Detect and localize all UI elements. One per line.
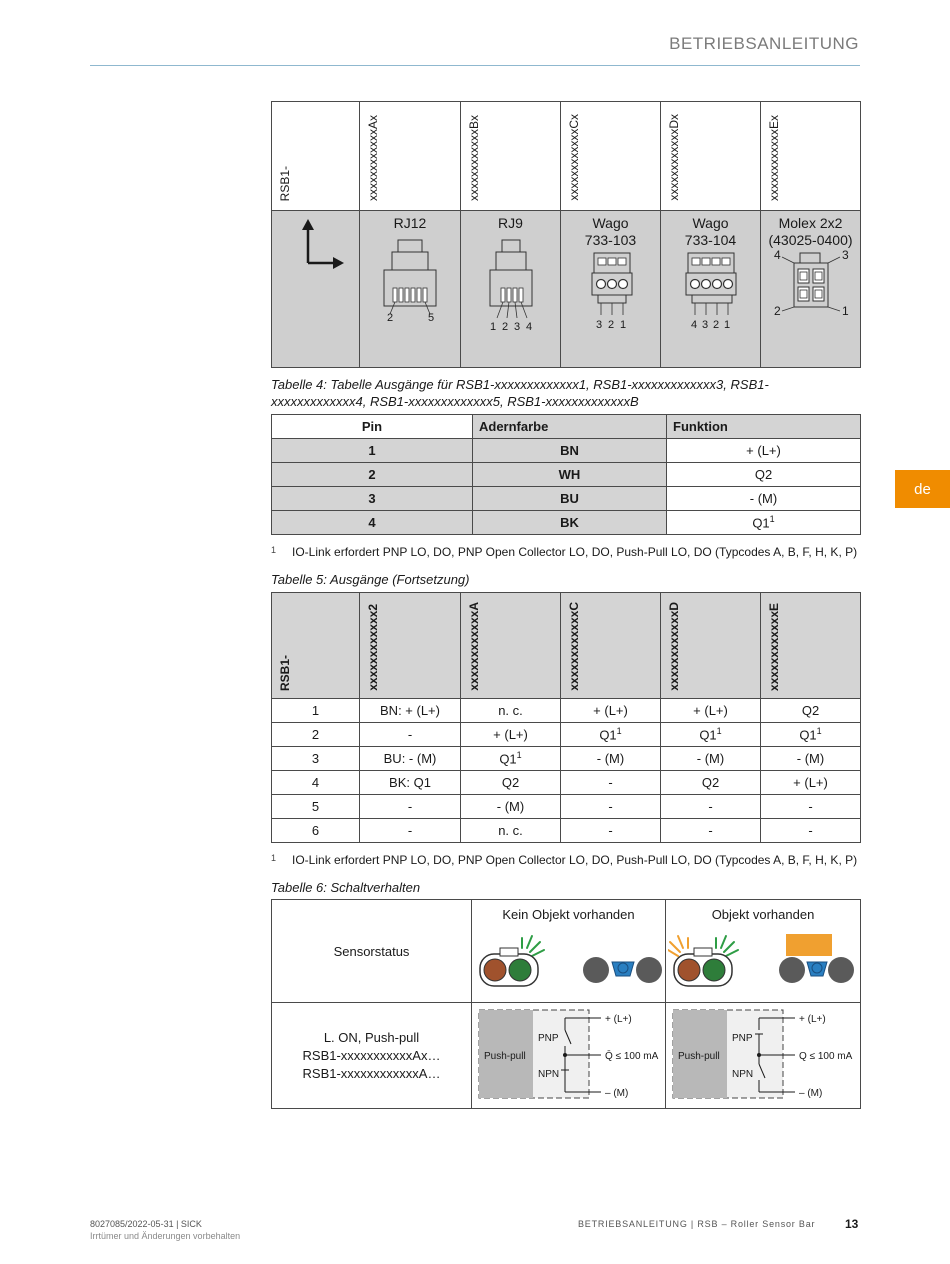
footer-doc-id: 8027085/2022-05-31 | SICK <box>90 1219 202 1229</box>
footnote-ref[interactable]: 1 <box>616 726 622 737</box>
pnp-label: PNP <box>537 1033 559 1044</box>
cell: - <box>561 795 661 819</box>
connector-model: (43025-0400) <box>768 232 853 248</box>
push-pull-circuit-diagram <box>475 1006 663 1102</box>
rj9-plug-icon <box>466 232 556 332</box>
function-cell: - (M) <box>667 487 861 511</box>
function-cell: + (L+) <box>667 439 861 463</box>
q-label: Q̄ ≤ 100 mA <box>604 1051 658 1062</box>
footnote-ref[interactable]: 1 <box>816 726 822 737</box>
pin-label: 2 <box>607 319 614 331</box>
connector-rj9 <box>461 211 561 368</box>
connector-wago-733-104 <box>661 211 761 368</box>
cell: + (L+) <box>661 699 761 723</box>
footer-center: BETRIEBSANLEITUNG | RSB – Roller Sensor Bar <box>578 1219 816 1229</box>
connector-header: xxxxxxxxxxxxCx <box>561 102 661 211</box>
connector-wago-733-103 <box>561 211 661 368</box>
pin-label: 3 <box>841 249 849 262</box>
color-cell: BK <box>473 511 667 535</box>
pin-label: 4 <box>690 319 697 331</box>
table-row <box>272 487 861 511</box>
mode-description <box>272 1003 472 1109</box>
footnote-ref[interactable]: 1 <box>516 750 522 761</box>
header-rule <box>90 65 860 66</box>
rj12-plug-icon <box>365 232 455 322</box>
wago-4pin-icon <box>666 249 756 333</box>
cell: - <box>360 795 461 819</box>
cell: n. c. <box>461 819 561 843</box>
connector-name: RJ12 <box>393 215 427 231</box>
connector-molex-2x2 <box>761 211 861 368</box>
table4-caption: Tabelle 4: Tabelle Ausgänge für RSB1-xxxxxxxxxxxxx1, RSB1-xxxxxxxxxxxxx3, RSB1-xxxxxxxxxxxxx4, RSB1-xxxxxxxxxxxxx5, RSB1-xxxxxxxxxxxxxB <box>271 377 769 409</box>
table6 <box>271 899 861 1109</box>
sensor-object-icon <box>668 926 858 992</box>
table4-header-pin: Pin <box>272 415 473 439</box>
cell: - <box>360 819 461 843</box>
table5 <box>271 592 861 843</box>
cell: 5 <box>272 795 360 819</box>
table5-header: xxxxxxxxxxxxA <box>461 593 561 699</box>
cell: - (M) <box>561 747 661 771</box>
pin-label: 3 <box>595 319 602 331</box>
mode-line: L. ON, Push-pull <box>323 1029 420 1045</box>
table5-caption: Tabelle 5: Ausgänge (Fortsetzung) <box>271 572 470 587</box>
q-label: Q ≤ 100 mA <box>799 1051 853 1062</box>
pin-label: 1 <box>619 319 626 331</box>
footer-note: Irrtümer und Änderungen vorbehalten <box>90 1231 241 1241</box>
circuit-object <box>666 1003 861 1109</box>
cell: + (L+) <box>461 723 561 747</box>
cell: + (L+) <box>561 699 661 723</box>
color-cell: BU <box>473 487 667 511</box>
table-row <box>272 747 861 771</box>
color-cell: WH <box>473 463 667 487</box>
cell: - <box>661 795 761 819</box>
pin-cell: 4 <box>272 511 473 535</box>
molex-2x2-icon <box>766 249 856 319</box>
cell: n. c. <box>461 699 561 723</box>
connector-header: xxxxxxxxxxxxBx <box>461 102 561 211</box>
object-cell <box>666 900 861 1003</box>
cell: - <box>561 771 661 795</box>
cell: - <box>360 723 461 747</box>
cell: BU: - (M) <box>360 747 461 771</box>
language-tab[interactable]: de <box>895 470 950 508</box>
cell: $Q1^1$ <box>461 747 561 771</box>
connector-rj12 <box>360 211 461 368</box>
pin-label: 4 <box>525 321 532 332</box>
footnote-ref[interactable]: 1 <box>716 726 722 737</box>
pin-label: 2 <box>387 312 394 322</box>
plus-label: + (L+) <box>799 1014 826 1025</box>
connector-name: Wago <box>692 215 729 231</box>
table-row <box>272 795 861 819</box>
table4-header-color: Adernfarbe <box>473 415 667 439</box>
cell: BK: Q1 <box>360 771 461 795</box>
function-cell: $Q1^1$ <box>667 511 861 535</box>
cell: + (L+) <box>761 771 861 795</box>
connector-header: xxxxxxxxxxxxDx <box>661 102 761 211</box>
connector-header: xxxxxxxxxxxxAx <box>360 102 461 211</box>
table5-header: xxxxxxxxxxxxC <box>561 593 661 699</box>
table-row <box>272 771 861 795</box>
pin-cell: 2 <box>272 463 473 487</box>
orientation-cell <box>272 211 360 368</box>
push-pull-circuit-diagram <box>669 1006 857 1102</box>
table5-header: xxxxxxxxxxxx2 <box>360 593 461 699</box>
cell: 4 <box>272 771 360 795</box>
table-row <box>272 819 861 843</box>
cell: - (M) <box>661 747 761 771</box>
table-row <box>272 723 861 747</box>
no-object-cell <box>472 900 666 1003</box>
cell: 3 <box>272 747 360 771</box>
color-cell: BN <box>473 439 667 463</box>
pin-cell: 3 <box>272 487 473 511</box>
circuit-no-object <box>472 1003 666 1109</box>
cell: $Q1^1$ <box>661 723 761 747</box>
pin-label: 4 <box>773 249 781 262</box>
table-row <box>272 439 861 463</box>
pin-label: 5 <box>428 312 435 322</box>
table-row <box>272 699 861 723</box>
cell: 2 <box>272 723 360 747</box>
connector-table <box>271 101 861 368</box>
table4-header-function: Funktion <box>667 415 861 439</box>
cell: BN: + (L+) <box>360 699 461 723</box>
table-row <box>272 511 861 535</box>
pin-label: 2 <box>712 319 719 331</box>
sensor-no-object-icon <box>474 926 664 992</box>
pnp-label: PNP <box>732 1033 753 1044</box>
connector-header: xxxxxxxxxxxxEx <box>761 102 861 211</box>
plus-label: + (L+) <box>604 1014 632 1025</box>
function-cell: Q2 <box>667 463 861 487</box>
cell: $Q1^1$ <box>761 723 861 747</box>
pin-label: 1 <box>489 321 496 332</box>
connector-model: 733-104 <box>684 232 737 248</box>
table4-footnote: $^1$ IO-Link erfordert PNP LO, DO, PNP Open Collector LO, DO, Push-Pull LO, DO (Typcodes A, B, F, H, K, P) <box>271 545 858 559</box>
cell: - <box>761 795 861 819</box>
cell: $Q1^1$ <box>561 723 661 747</box>
table5-header: xxxxxxxxxxxxD <box>661 593 761 699</box>
pin-cell: 1 <box>272 439 473 463</box>
object-title: Objekt vorhanden <box>711 907 815 922</box>
axis-arrow-icon <box>286 217 346 277</box>
npn-label: NPN <box>537 1069 559 1080</box>
pin-label: 1 <box>841 304 849 318</box>
cell: 1 <box>272 699 360 723</box>
table6-caption: Tabelle 6: Schaltverhalten <box>271 880 421 895</box>
block-label: Push-pull <box>678 1051 720 1062</box>
mode-line: RSB1-xxxxxxxxxxxxA… <box>302 1065 441 1081</box>
cell: - <box>761 819 861 843</box>
cell: - <box>561 819 661 843</box>
cell: - <box>661 819 761 843</box>
cell: - (M) <box>461 795 561 819</box>
sensorstatus-label: Sensorstatus <box>272 900 472 1003</box>
npn-label: NPN <box>732 1069 754 1080</box>
block-label: Push-pull <box>483 1051 526 1062</box>
pin-label: 3 <box>701 319 708 331</box>
cell: Q2 <box>661 771 761 795</box>
connector-header-first: RSB1- <box>272 102 360 211</box>
header-title: BETRIEBSANLEITUNG <box>669 34 859 53</box>
minus-label: – (M) <box>604 1088 628 1099</box>
connector-name: RJ9 <box>498 215 523 231</box>
cell: Q2 <box>461 771 561 795</box>
table4 <box>271 414 861 535</box>
footnote-ref[interactable]: 1 <box>769 514 775 525</box>
pin-label: 1 <box>723 319 730 331</box>
minus-label: – (M) <box>799 1088 823 1099</box>
pin-label: 2 <box>501 321 508 332</box>
page-number: 13 <box>845 1217 859 1231</box>
pin-label: 3 <box>513 321 520 332</box>
cell: Q2 <box>761 699 861 723</box>
cell: - (M) <box>761 747 861 771</box>
footer-left <box>90 1218 240 1242</box>
connector-model: 733-103 <box>584 232 637 248</box>
table5-header-first: RSB1- <box>272 593 360 699</box>
table5-header: xxxxxxxxxxxxE <box>761 593 861 699</box>
table5-footnote: $^1$ IO-Link erfordert PNP LO, DO, PNP Open Collector LO, DO, Push-Pull LO, DO (Typcodes A, B, F, H, K, P) <box>271 853 858 867</box>
pin-label: 2 <box>773 304 781 318</box>
table-row <box>272 463 861 487</box>
connector-name: Wago <box>592 215 629 231</box>
connector-name: Molex 2x2 <box>778 215 843 231</box>
mode-line: RSB1-xxxxxxxxxxxAx… <box>302 1047 441 1063</box>
no-object-title: Kein Objekt vorhanden <box>502 907 635 922</box>
cell: 6 <box>272 819 360 843</box>
wago-3pin-icon <box>566 249 656 333</box>
